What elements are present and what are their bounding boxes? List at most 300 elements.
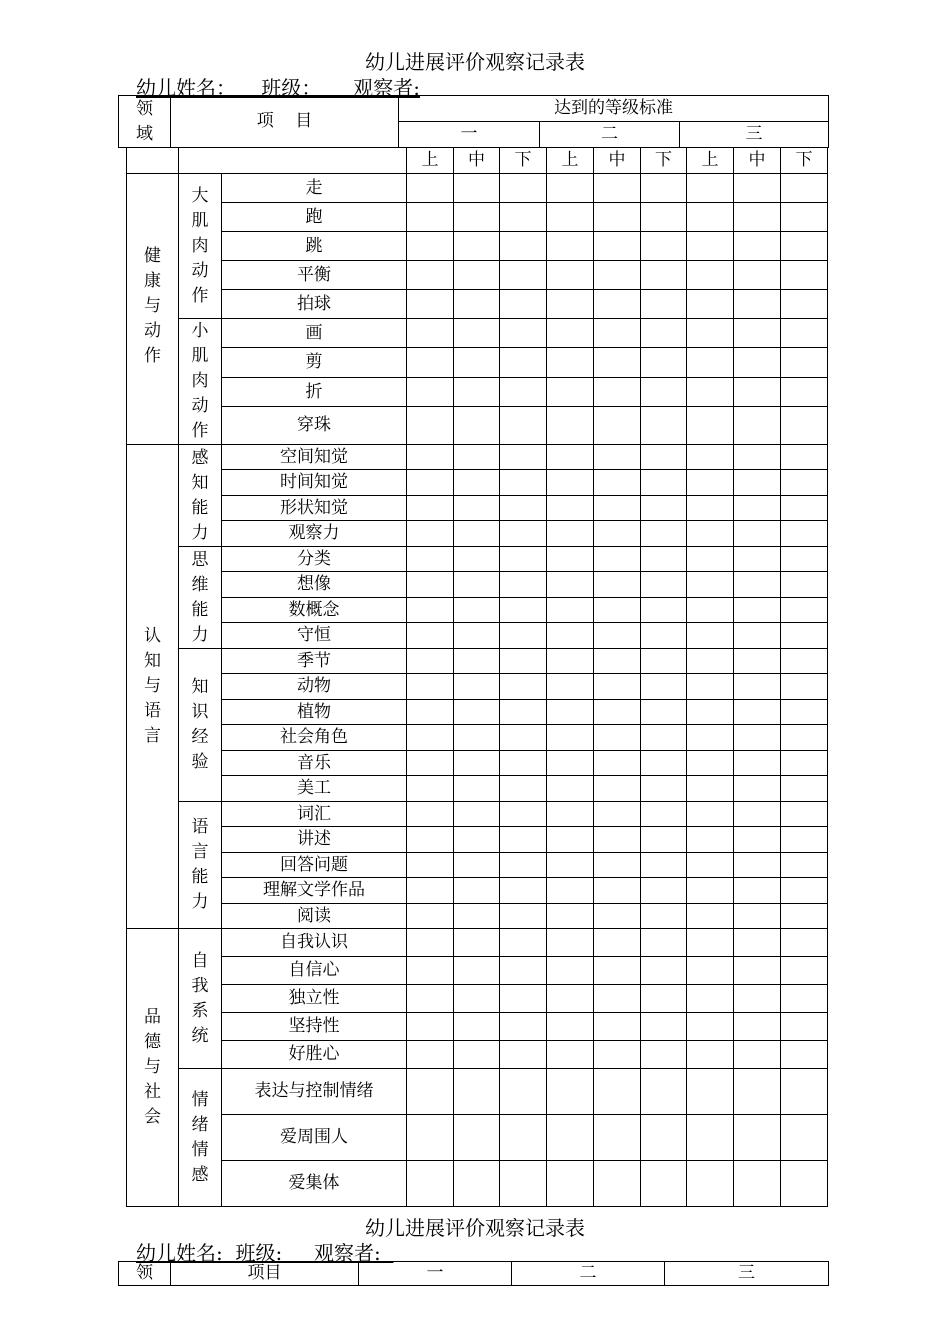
rating-cell[interactable] — [454, 1041, 500, 1069]
rating-cell[interactable] — [594, 232, 641, 261]
rating-cell[interactable] — [687, 649, 734, 674]
rating-cell[interactable] — [687, 290, 734, 319]
rating-cell[interactable] — [641, 827, 687, 853]
rating-cell[interactable] — [594, 1041, 641, 1069]
rating-cell[interactable] — [734, 290, 781, 319]
rating-cell[interactable] — [781, 802, 828, 827]
rating-cell[interactable] — [641, 1041, 687, 1069]
rating-cell[interactable] — [594, 598, 641, 623]
rating-cell[interactable] — [594, 1161, 641, 1207]
rating-cell[interactable] — [687, 802, 734, 827]
rating-cell[interactable] — [454, 174, 500, 203]
rating-cell[interactable] — [407, 827, 454, 853]
rating-cell[interactable] — [781, 649, 828, 674]
rating-cell[interactable] — [594, 174, 641, 203]
rating-cell[interactable] — [407, 751, 454, 776]
rating-cell[interactable] — [687, 445, 734, 470]
rating-cell[interactable] — [781, 319, 828, 348]
rating-cell[interactable] — [454, 751, 500, 776]
rating-cell[interactable] — [407, 929, 454, 957]
rating-cell[interactable] — [500, 377, 547, 406]
rating-cell[interactable] — [781, 1069, 828, 1115]
rating-cell[interactable] — [734, 261, 781, 290]
rating-cell[interactable] — [594, 802, 641, 827]
rating-cell[interactable] — [734, 203, 781, 232]
rating-cell[interactable] — [500, 776, 547, 802]
rating-cell[interactable] — [687, 203, 734, 232]
rating-cell[interactable] — [547, 348, 594, 377]
rating-cell[interactable] — [781, 174, 828, 203]
rating-cell[interactable] — [547, 751, 594, 776]
rating-cell[interactable] — [594, 929, 641, 957]
rating-cell[interactable] — [781, 290, 828, 319]
rating-cell[interactable] — [454, 521, 500, 547]
rating-cell[interactable] — [454, 1013, 500, 1041]
rating-cell[interactable] — [641, 700, 687, 725]
rating-cell[interactable] — [454, 649, 500, 674]
rating-cell[interactable] — [781, 547, 828, 572]
rating-cell[interactable] — [781, 232, 828, 261]
rating-cell[interactable] — [641, 904, 687, 929]
rating-cell[interactable] — [454, 598, 500, 623]
rating-cell[interactable] — [641, 598, 687, 623]
rating-cell[interactable] — [734, 319, 781, 348]
rating-cell[interactable] — [594, 725, 641, 751]
rating-cell[interactable] — [500, 348, 547, 377]
rating-cell[interactable] — [641, 496, 687, 521]
rating-cell[interactable] — [500, 174, 547, 203]
rating-cell[interactable] — [547, 827, 594, 853]
rating-cell[interactable] — [407, 776, 454, 802]
rating-cell[interactable] — [407, 1069, 454, 1115]
rating-cell[interactable] — [547, 985, 594, 1013]
rating-cell[interactable] — [641, 776, 687, 802]
rating-cell[interactable] — [687, 904, 734, 929]
rating-cell[interactable] — [594, 290, 641, 319]
rating-cell[interactable] — [547, 878, 594, 904]
rating-cell[interactable] — [687, 827, 734, 853]
rating-cell[interactable] — [594, 407, 641, 445]
rating-cell[interactable] — [594, 623, 641, 649]
rating-cell[interactable] — [594, 261, 641, 290]
rating-cell[interactable] — [687, 1069, 734, 1115]
rating-cell[interactable] — [407, 1115, 454, 1161]
rating-cell[interactable] — [641, 290, 687, 319]
rating-cell[interactable] — [500, 985, 547, 1013]
rating-cell[interactable] — [687, 1013, 734, 1041]
rating-cell[interactable] — [407, 377, 454, 406]
rating-cell[interactable] — [734, 957, 781, 985]
rating-cell[interactable] — [454, 700, 500, 725]
rating-cell[interactable] — [547, 261, 594, 290]
rating-cell[interactable] — [500, 878, 547, 904]
rating-cell[interactable] — [781, 407, 828, 445]
rating-cell[interactable] — [734, 878, 781, 904]
rating-cell[interactable] — [687, 1115, 734, 1161]
rating-cell[interactable] — [500, 623, 547, 649]
rating-cell[interactable] — [500, 674, 547, 700]
rating-cell[interactable] — [641, 572, 687, 598]
rating-cell[interactable] — [454, 1161, 500, 1207]
rating-cell[interactable] — [594, 827, 641, 853]
rating-cell[interactable] — [547, 957, 594, 985]
rating-cell[interactable] — [500, 1115, 547, 1161]
rating-cell[interactable] — [734, 521, 781, 547]
rating-cell[interactable] — [407, 407, 454, 445]
rating-cell[interactable] — [500, 1161, 547, 1207]
rating-cell[interactable] — [687, 1041, 734, 1069]
rating-cell[interactable] — [500, 649, 547, 674]
rating-cell[interactable] — [454, 547, 500, 572]
rating-cell[interactable] — [781, 827, 828, 853]
rating-cell[interactable] — [734, 232, 781, 261]
rating-cell[interactable] — [734, 348, 781, 377]
rating-cell[interactable] — [734, 623, 781, 649]
rating-cell[interactable] — [594, 649, 641, 674]
rating-cell[interactable] — [407, 598, 454, 623]
rating-cell[interactable] — [500, 547, 547, 572]
rating-cell[interactable] — [734, 904, 781, 929]
rating-cell[interactable] — [454, 348, 500, 377]
rating-cell[interactable] — [734, 1041, 781, 1069]
rating-cell[interactable] — [781, 496, 828, 521]
rating-cell[interactable] — [407, 725, 454, 751]
rating-cell[interactable] — [594, 1115, 641, 1161]
rating-cell[interactable] — [547, 547, 594, 572]
rating-cell[interactable] — [547, 929, 594, 957]
rating-cell[interactable] — [641, 319, 687, 348]
rating-cell[interactable] — [500, 1013, 547, 1041]
rating-cell[interactable] — [547, 674, 594, 700]
rating-cell[interactable] — [687, 470, 734, 496]
rating-cell[interactable] — [734, 725, 781, 751]
rating-cell[interactable] — [781, 377, 828, 406]
rating-cell[interactable] — [454, 496, 500, 521]
rating-cell[interactable] — [500, 1069, 547, 1115]
rating-cell[interactable] — [594, 470, 641, 496]
rating-cell[interactable] — [687, 598, 734, 623]
rating-cell[interactable] — [407, 1013, 454, 1041]
rating-cell[interactable] — [407, 319, 454, 348]
rating-cell[interactable] — [547, 377, 594, 406]
rating-cell[interactable] — [594, 1069, 641, 1115]
rating-cell[interactable] — [641, 878, 687, 904]
rating-cell[interactable] — [641, 725, 687, 751]
rating-cell[interactable] — [641, 751, 687, 776]
rating-cell[interactable] — [594, 878, 641, 904]
rating-cell[interactable] — [781, 751, 828, 776]
rating-cell[interactable] — [781, 853, 828, 878]
rating-cell[interactable] — [547, 290, 594, 319]
rating-cell[interactable] — [547, 319, 594, 348]
rating-cell[interactable] — [547, 203, 594, 232]
rating-cell[interactable] — [641, 261, 687, 290]
rating-cell[interactable] — [500, 904, 547, 929]
rating-cell[interactable] — [594, 377, 641, 406]
rating-cell[interactable] — [500, 261, 547, 290]
rating-cell[interactable] — [594, 496, 641, 521]
rating-cell[interactable] — [454, 377, 500, 406]
rating-cell[interactable] — [454, 776, 500, 802]
rating-cell[interactable] — [734, 827, 781, 853]
rating-cell[interactable] — [454, 572, 500, 598]
rating-cell[interactable] — [407, 957, 454, 985]
rating-cell[interactable] — [407, 261, 454, 290]
rating-cell[interactable] — [407, 232, 454, 261]
rating-cell[interactable] — [594, 776, 641, 802]
rating-cell[interactable] — [454, 407, 500, 445]
rating-cell[interactable] — [454, 319, 500, 348]
rating-cell[interactable] — [500, 827, 547, 853]
rating-cell[interactable] — [781, 598, 828, 623]
rating-cell[interactable] — [454, 725, 500, 751]
rating-cell[interactable] — [641, 623, 687, 649]
rating-cell[interactable] — [454, 290, 500, 319]
rating-cell[interactable] — [454, 985, 500, 1013]
rating-cell[interactable] — [547, 649, 594, 674]
rating-cell[interactable] — [641, 348, 687, 377]
rating-cell[interactable] — [454, 929, 500, 957]
rating-cell[interactable] — [454, 445, 500, 470]
rating-cell[interactable] — [594, 521, 641, 547]
rating-cell[interactable] — [687, 1161, 734, 1207]
rating-cell[interactable] — [781, 1115, 828, 1161]
rating-cell[interactable] — [594, 904, 641, 929]
rating-cell[interactable] — [734, 547, 781, 572]
rating-cell[interactable] — [407, 700, 454, 725]
rating-cell[interactable] — [454, 623, 500, 649]
rating-cell[interactable] — [547, 776, 594, 802]
rating-cell[interactable] — [500, 521, 547, 547]
rating-cell[interactable] — [687, 751, 734, 776]
rating-cell[interactable] — [734, 1069, 781, 1115]
rating-cell[interactable] — [547, 853, 594, 878]
rating-cell[interactable] — [407, 674, 454, 700]
rating-cell[interactable] — [781, 957, 828, 985]
rating-cell[interactable] — [687, 878, 734, 904]
rating-cell[interactable] — [594, 700, 641, 725]
rating-cell[interactable] — [454, 1115, 500, 1161]
rating-cell[interactable] — [500, 598, 547, 623]
rating-cell[interactable] — [500, 929, 547, 957]
rating-cell[interactable] — [781, 985, 828, 1013]
rating-cell[interactable] — [547, 232, 594, 261]
rating-cell[interactable] — [641, 985, 687, 1013]
rating-cell[interactable] — [454, 470, 500, 496]
rating-cell[interactable] — [594, 1013, 641, 1041]
rating-cell[interactable] — [594, 957, 641, 985]
rating-cell[interactable] — [687, 261, 734, 290]
rating-cell[interactable] — [641, 674, 687, 700]
rating-cell[interactable] — [454, 802, 500, 827]
rating-cell[interactable] — [734, 751, 781, 776]
rating-cell[interactable] — [547, 1041, 594, 1069]
rating-cell[interactable] — [734, 985, 781, 1013]
rating-cell[interactable] — [641, 407, 687, 445]
rating-cell[interactable] — [687, 674, 734, 700]
rating-cell[interactable] — [687, 853, 734, 878]
rating-cell[interactable] — [641, 853, 687, 878]
rating-cell[interactable] — [687, 319, 734, 348]
rating-cell[interactable] — [641, 232, 687, 261]
rating-cell[interactable] — [641, 521, 687, 547]
rating-cell[interactable] — [547, 496, 594, 521]
rating-cell[interactable] — [547, 174, 594, 203]
rating-cell[interactable] — [781, 572, 828, 598]
rating-cell[interactable] — [454, 203, 500, 232]
rating-cell[interactable] — [547, 572, 594, 598]
rating-cell[interactable] — [734, 802, 781, 827]
rating-cell[interactable] — [547, 700, 594, 725]
rating-cell[interactable] — [500, 445, 547, 470]
rating-cell[interactable] — [734, 1013, 781, 1041]
rating-cell[interactable] — [641, 547, 687, 572]
rating-cell[interactable] — [641, 377, 687, 406]
rating-cell[interactable] — [500, 700, 547, 725]
rating-cell[interactable] — [547, 1161, 594, 1207]
rating-cell[interactable] — [407, 878, 454, 904]
rating-cell[interactable] — [734, 496, 781, 521]
rating-cell[interactable] — [687, 700, 734, 725]
rating-cell[interactable] — [687, 496, 734, 521]
rating-cell[interactable] — [781, 904, 828, 929]
rating-cell[interactable] — [407, 1161, 454, 1207]
rating-cell[interactable] — [734, 470, 781, 496]
rating-cell[interactable] — [687, 377, 734, 406]
rating-cell[interactable] — [734, 598, 781, 623]
rating-cell[interactable] — [734, 700, 781, 725]
rating-cell[interactable] — [734, 174, 781, 203]
rating-cell[interactable] — [687, 232, 734, 261]
rating-cell[interactable] — [687, 985, 734, 1013]
rating-cell[interactable] — [641, 203, 687, 232]
rating-cell[interactable] — [454, 957, 500, 985]
rating-cell[interactable] — [454, 853, 500, 878]
rating-cell[interactable] — [594, 853, 641, 878]
rating-cell[interactable] — [734, 649, 781, 674]
rating-cell[interactable] — [594, 572, 641, 598]
rating-cell[interactable] — [407, 521, 454, 547]
rating-cell[interactable] — [407, 348, 454, 377]
rating-cell[interactable] — [781, 1041, 828, 1069]
rating-cell[interactable] — [454, 878, 500, 904]
rating-cell[interactable] — [500, 319, 547, 348]
rating-cell[interactable] — [687, 572, 734, 598]
rating-cell[interactable] — [734, 929, 781, 957]
rating-cell[interactable] — [500, 496, 547, 521]
rating-cell[interactable] — [547, 521, 594, 547]
rating-cell[interactable] — [687, 957, 734, 985]
rating-cell[interactable] — [641, 649, 687, 674]
rating-cell[interactable] — [500, 751, 547, 776]
rating-cell[interactable] — [734, 377, 781, 406]
rating-cell[interactable] — [781, 521, 828, 547]
rating-cell[interactable] — [454, 674, 500, 700]
rating-cell[interactable] — [547, 725, 594, 751]
rating-cell[interactable] — [547, 802, 594, 827]
rating-cell[interactable] — [500, 203, 547, 232]
rating-cell[interactable] — [547, 1115, 594, 1161]
rating-cell[interactable] — [687, 348, 734, 377]
rating-cell[interactable] — [594, 674, 641, 700]
rating-cell[interactable] — [734, 1115, 781, 1161]
rating-cell[interactable] — [407, 649, 454, 674]
rating-cell[interactable] — [641, 957, 687, 985]
rating-cell[interactable] — [407, 985, 454, 1013]
rating-cell[interactable] — [781, 445, 828, 470]
rating-cell[interactable] — [500, 232, 547, 261]
rating-cell[interactable] — [641, 929, 687, 957]
rating-cell[interactable] — [641, 174, 687, 203]
rating-cell[interactable] — [500, 407, 547, 445]
rating-cell[interactable] — [454, 827, 500, 853]
rating-cell[interactable] — [407, 547, 454, 572]
rating-cell[interactable] — [500, 853, 547, 878]
rating-cell[interactable] — [407, 1041, 454, 1069]
rating-cell[interactable] — [407, 445, 454, 470]
rating-cell[interactable] — [641, 1013, 687, 1041]
rating-cell[interactable] — [547, 407, 594, 445]
rating-cell[interactable] — [407, 203, 454, 232]
rating-cell[interactable] — [547, 623, 594, 649]
rating-cell[interactable] — [781, 623, 828, 649]
rating-cell[interactable] — [594, 203, 641, 232]
rating-cell[interactable] — [687, 547, 734, 572]
rating-cell[interactable] — [687, 929, 734, 957]
rating-cell[interactable] — [547, 1013, 594, 1041]
rating-cell[interactable] — [641, 445, 687, 470]
rating-cell[interactable] — [734, 572, 781, 598]
rating-cell[interactable] — [781, 674, 828, 700]
rating-cell[interactable] — [594, 319, 641, 348]
rating-cell[interactable] — [594, 445, 641, 470]
rating-cell[interactable] — [734, 853, 781, 878]
rating-cell[interactable] — [734, 1161, 781, 1207]
rating-cell[interactable] — [641, 802, 687, 827]
rating-cell[interactable] — [781, 1013, 828, 1041]
rating-cell[interactable] — [594, 547, 641, 572]
rating-cell[interactable] — [500, 957, 547, 985]
rating-cell[interactable] — [547, 904, 594, 929]
rating-cell[interactable] — [687, 174, 734, 203]
rating-cell[interactable] — [454, 232, 500, 261]
rating-cell[interactable] — [781, 725, 828, 751]
rating-cell[interactable] — [641, 1115, 687, 1161]
rating-cell[interactable] — [781, 929, 828, 957]
rating-cell[interactable] — [781, 348, 828, 377]
rating-cell[interactable] — [454, 1069, 500, 1115]
rating-cell[interactable] — [641, 470, 687, 496]
rating-cell[interactable] — [734, 407, 781, 445]
rating-cell[interactable] — [407, 572, 454, 598]
rating-cell[interactable] — [547, 598, 594, 623]
rating-cell[interactable] — [500, 290, 547, 319]
rating-cell[interactable] — [407, 802, 454, 827]
rating-cell[interactable] — [687, 725, 734, 751]
rating-cell[interactable] — [407, 496, 454, 521]
rating-cell[interactable] — [781, 203, 828, 232]
rating-cell[interactable] — [407, 904, 454, 929]
rating-cell[interactable] — [734, 445, 781, 470]
rating-cell[interactable] — [454, 904, 500, 929]
rating-cell[interactable] — [641, 1161, 687, 1207]
rating-cell[interactable] — [781, 776, 828, 802]
rating-cell[interactable] — [734, 674, 781, 700]
rating-cell[interactable] — [594, 348, 641, 377]
rating-cell[interactable] — [407, 623, 454, 649]
rating-cell[interactable] — [407, 174, 454, 203]
rating-cell[interactable] — [500, 1041, 547, 1069]
